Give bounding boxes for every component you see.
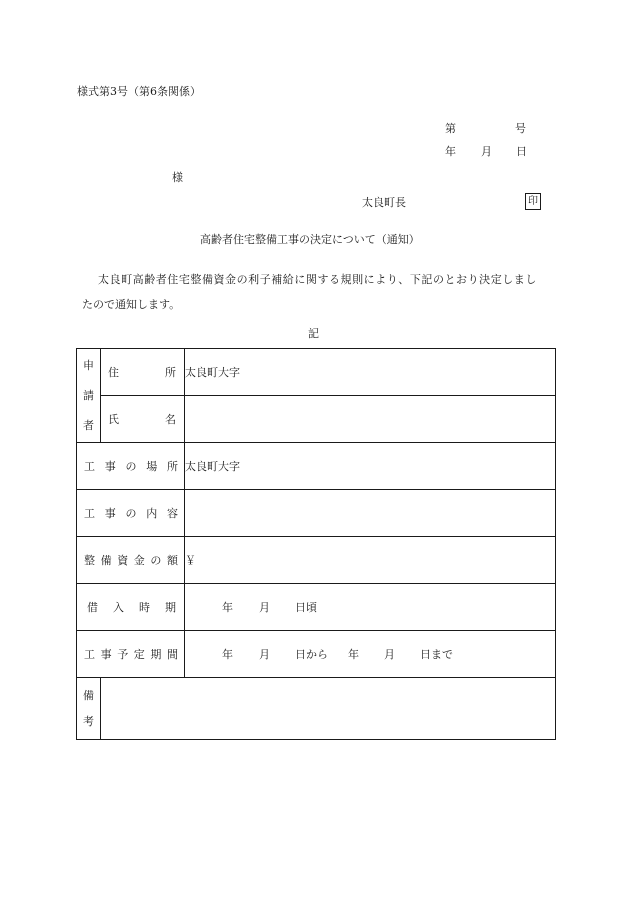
- form-number-label: 様式第3号（第6条関係）: [77, 85, 201, 98]
- remarks-value[interactable]: [101, 678, 556, 740]
- amount-label: 整 備 資 金 の 額: [77, 537, 185, 584]
- addressee-honorific: 様: [172, 171, 183, 184]
- content-label: 工 事 の 内 容: [77, 490, 185, 537]
- table-row-name: [77, 396, 556, 443]
- address-value[interactable]: 太良町大字: [185, 349, 556, 396]
- issuer-title: 太良町長: [362, 196, 406, 209]
- borrow-value[interactable]: 年 月 日頃: [185, 584, 556, 631]
- detail-table: [76, 348, 556, 740]
- table-row-remarks: [77, 678, 556, 740]
- table-row-amount: [77, 537, 556, 584]
- document-title: 高齢者住宅整備工事の決定について（通知）: [200, 233, 420, 246]
- address-label: 住 所: [101, 349, 185, 396]
- body-text-line-2: たので通知します。: [82, 298, 181, 311]
- table-row-site: [77, 443, 556, 490]
- remarks-label: 備 考: [77, 678, 101, 740]
- table-row-address: [77, 349, 556, 396]
- period-value[interactable]: 年 月 日から 年 月 日まで: [185, 631, 556, 678]
- content-value[interactable]: [185, 490, 556, 537]
- document-number-prefix: 第: [445, 122, 456, 135]
- site-value[interactable]: 太良町大字: [185, 443, 556, 490]
- name-value[interactable]: [185, 396, 556, 443]
- body-text-line-1: 太良町高齢者住宅整備資金の利子補給に関する規則により、下記のとおり決定しまし: [98, 273, 537, 286]
- ki-heading: 記: [308, 327, 319, 340]
- date-year: 年: [445, 145, 456, 158]
- table-row-borrow: [77, 584, 556, 631]
- site-label: 工 事 の 場 所: [77, 443, 185, 490]
- amount-value[interactable]: ￥: [185, 537, 556, 584]
- table-row-period: [77, 631, 556, 678]
- date-month: 月: [481, 145, 492, 158]
- document-number-suffix: 号: [515, 122, 526, 135]
- borrow-label: 借 入 時 期: [77, 584, 185, 631]
- applicant-label: 申 請 者: [77, 349, 101, 443]
- seal-mark: 印: [525, 193, 541, 210]
- period-label: 工 事 予 定 期 間: [77, 631, 185, 678]
- date-day: 日: [516, 145, 527, 158]
- name-label: 氏 名: [101, 396, 185, 443]
- table-row-content: [77, 490, 556, 537]
